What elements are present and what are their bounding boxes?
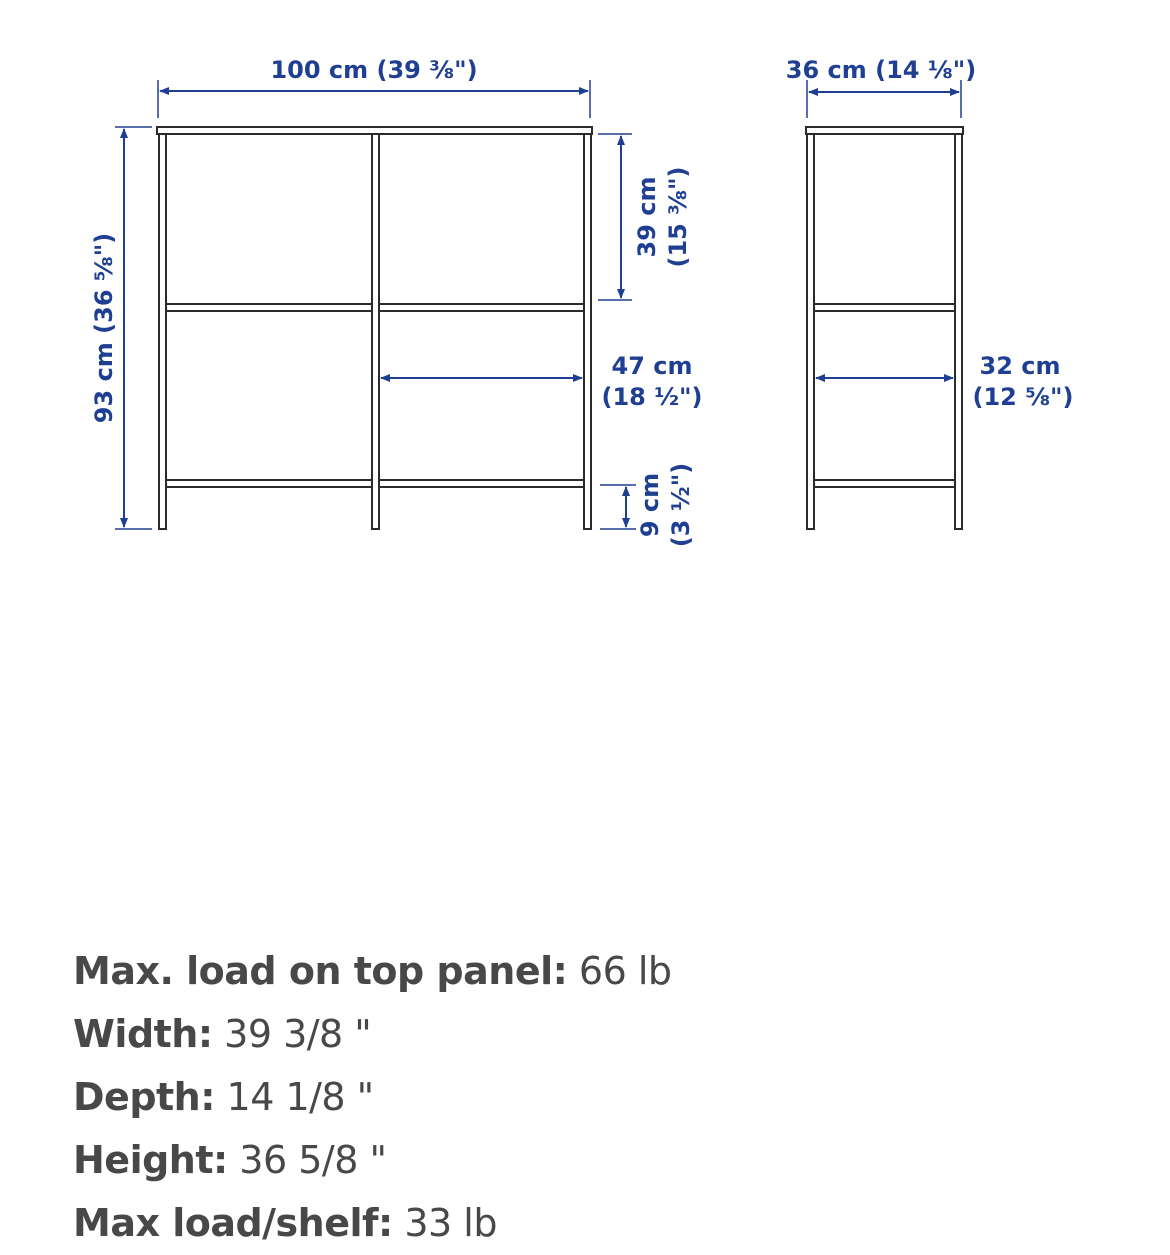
leg-height-dimension (600, 463, 695, 547)
spec-row-width (73, 1003, 672, 1066)
compartment-height-label-cm: 39 cm (633, 176, 661, 258)
spec-label: Width: (73, 1012, 213, 1056)
spec-value: 14 1/8 " (214, 1075, 374, 1119)
compartment-width-dimension (381, 352, 703, 411)
compartment-height-label-in: (15 ⅜") (664, 166, 692, 268)
spec-label: Max. load on top panel: (73, 949, 568, 993)
overall-width-dimension (158, 56, 590, 118)
spec-label: Depth: (73, 1075, 215, 1119)
spec-value: 36 5/8 " (227, 1138, 387, 1182)
spec-value: 39 3/8 " (212, 1012, 372, 1056)
spec-value: 66 lb (567, 949, 672, 993)
compartment-width-label-in: (18 ½") (601, 383, 703, 411)
inner-depth-label-cm: 32 cm (979, 352, 1061, 380)
leg-height-label-in: (3 ½") (667, 462, 695, 548)
specifications-list (73, 940, 672, 1255)
spec-label: Height: (73, 1138, 228, 1182)
inner-depth-dimension (816, 352, 1074, 411)
front-view-shelf (157, 127, 592, 529)
overall-depth-dimension (786, 56, 976, 118)
compartment-height-dimension (598, 134, 692, 300)
inner-depth-label-in: (12 ⅝") (972, 383, 1074, 411)
overall-width-label: 100 cm (39 ⅜") (270, 56, 478, 84)
compartment-width-label-cm: 47 cm (611, 352, 693, 380)
overall-height-dimension (90, 127, 152, 529)
spec-value: 33 lb (392, 1201, 497, 1245)
spec-row-max-load-top (73, 940, 672, 1003)
overall-height-label: 93 cm (36 ⅝") (90, 232, 118, 424)
overall-depth-label: 36 cm (14 ⅛") (785, 56, 977, 84)
leg-height-label-cm: 9 cm (636, 472, 664, 538)
spec-label: Max load/shelf: (73, 1201, 393, 1245)
spec-row-depth (73, 1066, 672, 1129)
side-view-shelf (806, 127, 963, 529)
spec-row-height (73, 1129, 672, 1192)
